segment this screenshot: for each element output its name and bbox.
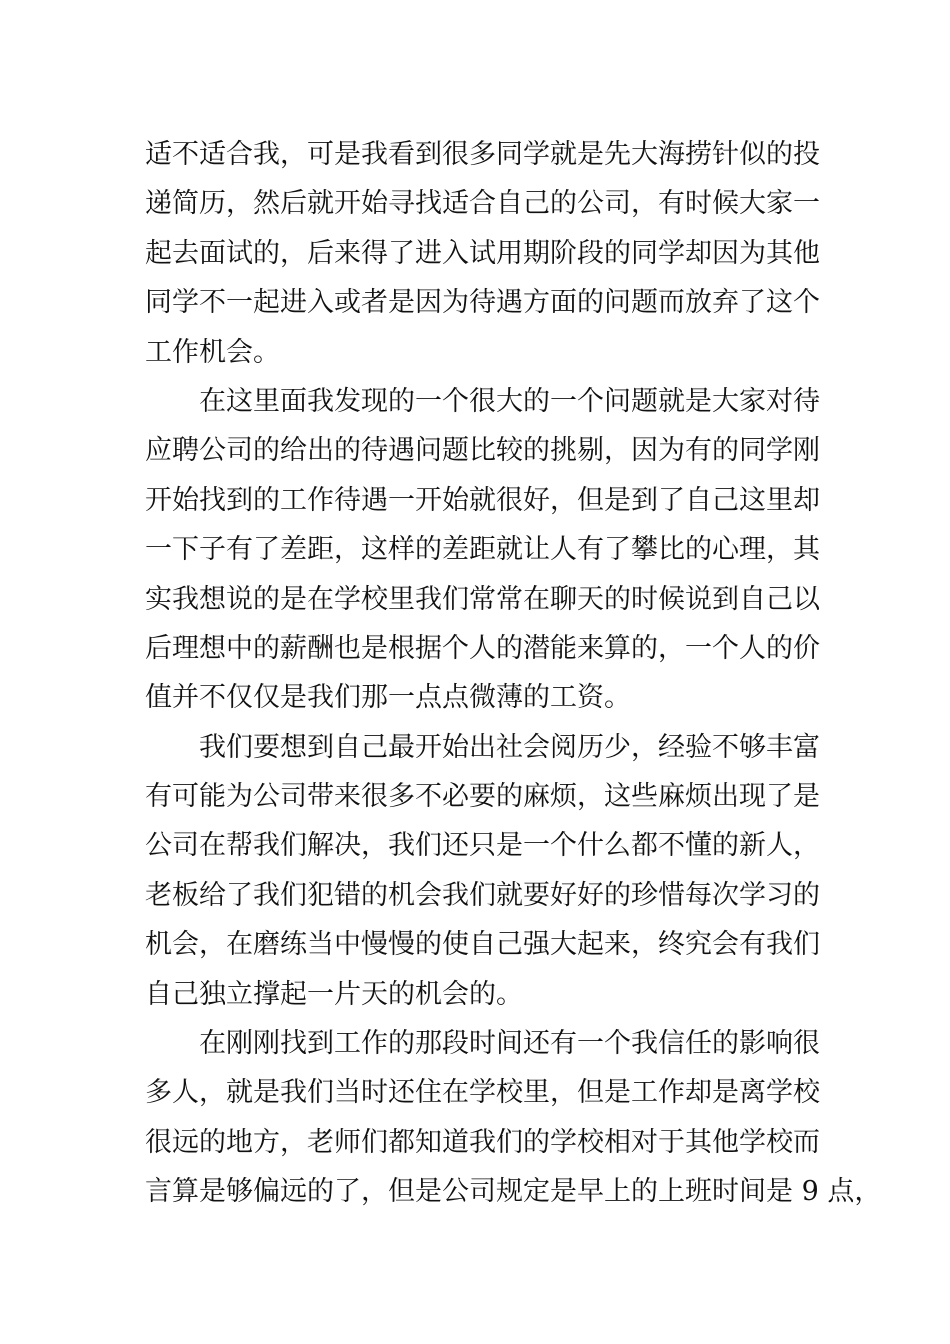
text-line: 很远的地方，老师们都知道我们的学校相对于其他学校而 (145, 1126, 820, 1158)
paragraph (145, 1019, 882, 1217)
text-line: 同学不一起进入或者是因为待遇方面的问题而放弃了这个 (145, 287, 820, 319)
text-line: 有可能为公司带来很多不必要的麻烦，这些麻烦出现了是 (145, 781, 820, 813)
text-line: 一下子有了差距，这样的差距就让人有了攀比的心理，其 (145, 534, 820, 566)
text-line: 老板给了我们犯错的机会我们就要好好的珍惜每次学习的 (145, 879, 820, 911)
text-line: 递简历，然后就开始寻找适合自己的公司，有时候大家一 (145, 188, 820, 220)
text-line: 值并不仅仅是我们那一点点微薄的工资。 (145, 682, 631, 714)
text-line: 起去面试的，后来得了进入试用期阶段的同学却因为其他 (145, 237, 820, 269)
text-line: 开始找到的工作待遇一开始就很好，但是到了自己这里却 (145, 484, 820, 516)
text-line: 工作机会。 (145, 336, 280, 368)
text-line: 多人，就是我们当时还住在学校里，但是工作却是离学校 (145, 1077, 820, 1109)
text-line: 自己独立撑起一片天的机会的。 (145, 978, 523, 1010)
text-line: 后理想中的薪酬也是根据个人的潜能来算的，一个人的价 (145, 632, 820, 664)
paragraph (145, 377, 825, 723)
text-line: 实我想说的是在学校里我们常常在聊天的时候说到自己以 (145, 583, 820, 615)
body-text (145, 130, 882, 1217)
text-line: 在刚刚找到工作的那段时间还有一个我信任的影响很 (199, 1028, 820, 1060)
text-line: 言算是够偏远的了，但是公司规定是早上的上班时间是 9 点， (145, 1176, 882, 1208)
text-line: 在这里面我发现的一个很大的一个问题就是大家对待 (199, 385, 820, 417)
text-line: 适不适合我，可是我看到很多同学就是先大海捞针似的投 (145, 139, 820, 170)
paragraph (145, 130, 825, 377)
paragraph (145, 723, 825, 1019)
text-line: 机会，在磨练当中慢慢的使自己强大起来，终究会有我们 (145, 929, 820, 961)
text-line: 我们要想到自己最开始出社会阅历少，经验不够丰富 (199, 731, 820, 763)
text-line: 应聘公司的给出的待遇问题比较的挑剔，因为有的同学刚 (145, 435, 820, 467)
text-line: 公司在帮我们解决，我们还只是一个什么都不懂的新人， (145, 830, 820, 862)
